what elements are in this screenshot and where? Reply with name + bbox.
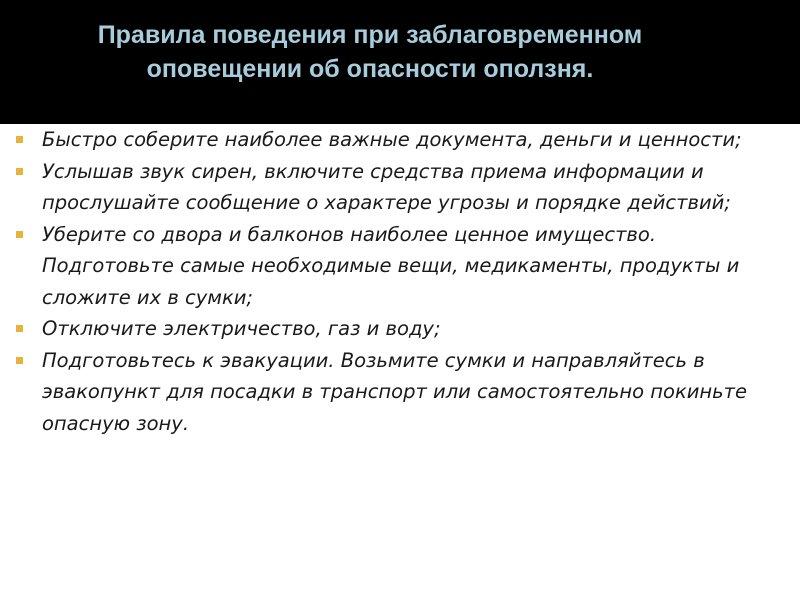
bullet-text: Услышав звук сирен, включите средства приема информации и прослушайте сообщение о характере угрозы и порядке действий; bbox=[42, 159, 731, 214]
square-bullet-icon bbox=[16, 136, 23, 143]
bullet-item-collect-documents bbox=[0, 124, 800, 156]
bullet-item-disconnect-utilities bbox=[0, 313, 800, 345]
bullet-item-remove-property bbox=[0, 219, 800, 314]
square-bullet-icon bbox=[16, 168, 23, 175]
bullet-item-evacuate bbox=[0, 345, 800, 440]
slide-content bbox=[0, 124, 800, 600]
bullet-text: Уберите со двора и балконов наиболее ценное имущество. Подготовьте самые необходимые вещи, медикаменты, продукты и сложите их в сумки; bbox=[42, 222, 740, 309]
bullet-text: Быстро соберите наиболее важные документа, деньги и ценности; bbox=[42, 128, 742, 151]
bullet-list bbox=[0, 124, 800, 439]
square-bullet-icon bbox=[16, 231, 23, 238]
bullet-item-listen-sirens bbox=[0, 156, 800, 219]
slide-title bbox=[20, 18, 720, 86]
bullet-text: Отключите электричество, газ и воду; bbox=[42, 317, 441, 340]
square-bullet-icon bbox=[16, 325, 23, 332]
title-bar bbox=[0, 0, 800, 124]
bullet-text: Подготовьтесь к эвакуации. Возьмите сумки и направляйтесь в эвакопункт для посадки в транспорт или самостоятельно покиньте опасную зону. bbox=[42, 348, 748, 435]
slide-title-line-1: Правила поведения при заблаговременном bbox=[97, 21, 643, 49]
square-bullet-icon bbox=[16, 357, 23, 364]
slide-title-line-2: оповещении об опасности оползня. bbox=[146, 55, 594, 83]
